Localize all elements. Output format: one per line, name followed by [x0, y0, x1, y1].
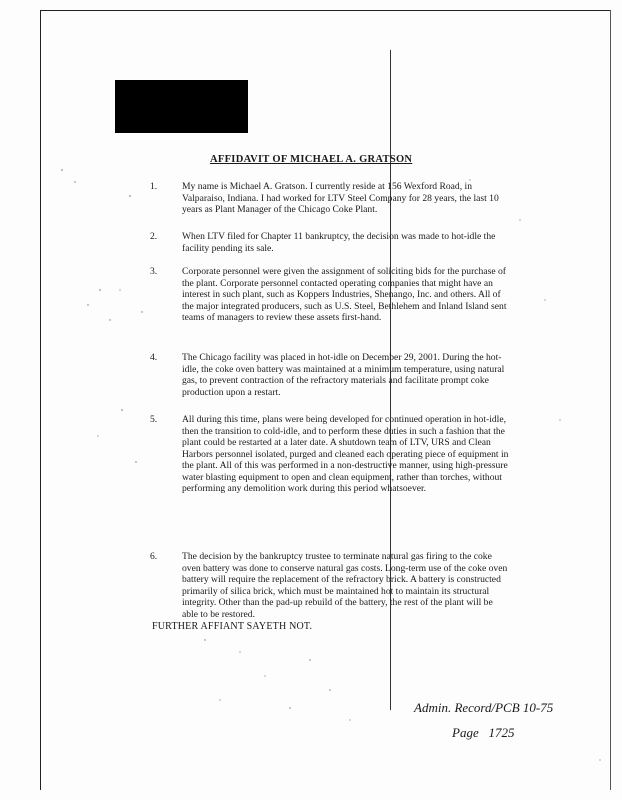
paragraph-number: 2. [150, 231, 158, 242]
affidavit-title: AFFIDAVIT OF MICHAEL A. GRATSON [210, 154, 413, 165]
closing-statement: FURTHER AFFIANT SAYETH NOT. [152, 621, 313, 632]
page-label: Page [452, 725, 479, 740]
paragraph-text: All during this time, plans were being developed for continued operation in hot-idle, then the transition to cold-idle, and to perform these duties in such a fashion that the plant could be restarted at a later date. A shutdown team of LTV, URS and Clean Harbors personnel isolated, purged and cleaned each operating piece of equipment in the plant. All of this was performed in a non-destructive manner, using high-pressure water blasting equipment to open and clean equipment, rather than torches, without performing any demolition work during this period whatsoever. [182, 414, 509, 494]
paragraph-number: 1. [150, 181, 158, 192]
paragraph-text: Corporate personnel were given the assignment of soliciting bids for the purchase of the plant. Corporate personnel contacted operating companies that might have an interest in such plant, such as Koppers Industries, Shenango, Inc. and others. All of the major integrated producers, such as U.S. Steel, Bethlehem and Inland Island sent teams of managers to review these assets first-hand. [182, 266, 507, 323]
paragraph-number: 6. [150, 551, 158, 562]
paragraph-number: 4. [150, 352, 158, 363]
paragraph-text: When LTV filed for Chapter 11 bankruptcy, the decision was made to hot-idle the facility pending its sale. [182, 231, 496, 254]
paragraph-text: The Chicago facility was placed in hot-idle on December 29, 2001. During the hot-idle, the coke oven battery was maintained at a minimum temperature, using natural gas, to prevent contraction of the refractory materials and facilitate prompt coke production upon a restart. [182, 352, 505, 398]
admin-record-stamp: Admin. Record/PCB 10-75 [414, 700, 554, 715]
paragraph-text: My name is Michael A. Gratson. I currently reside at 156 Wexford Road, in Valparaiso, Indiana. I had worked for LTV Steel Company for 28 years, the last 10 years as Plant Manager of the Chicago Coke Plant. [182, 181, 499, 215]
paragraph-number: 5. [150, 414, 158, 425]
page-number: 1725 [488, 725, 515, 740]
paragraph-text: The decision by the bankruptcy trustee to terminate natural gas firing to the coke oven battery was done to conserve natural gas costs. Long-term use of the coke oven battery will require the replacement of the refractory brick. A battery is constructed primarily of silica brick, which must be maintained hot to maintain its structural integrity. Other than the pad-up rebuild of the battery, the rest of the plant will be able to be restored. [182, 551, 508, 620]
paragraph-number: 3. [150, 266, 158, 277]
